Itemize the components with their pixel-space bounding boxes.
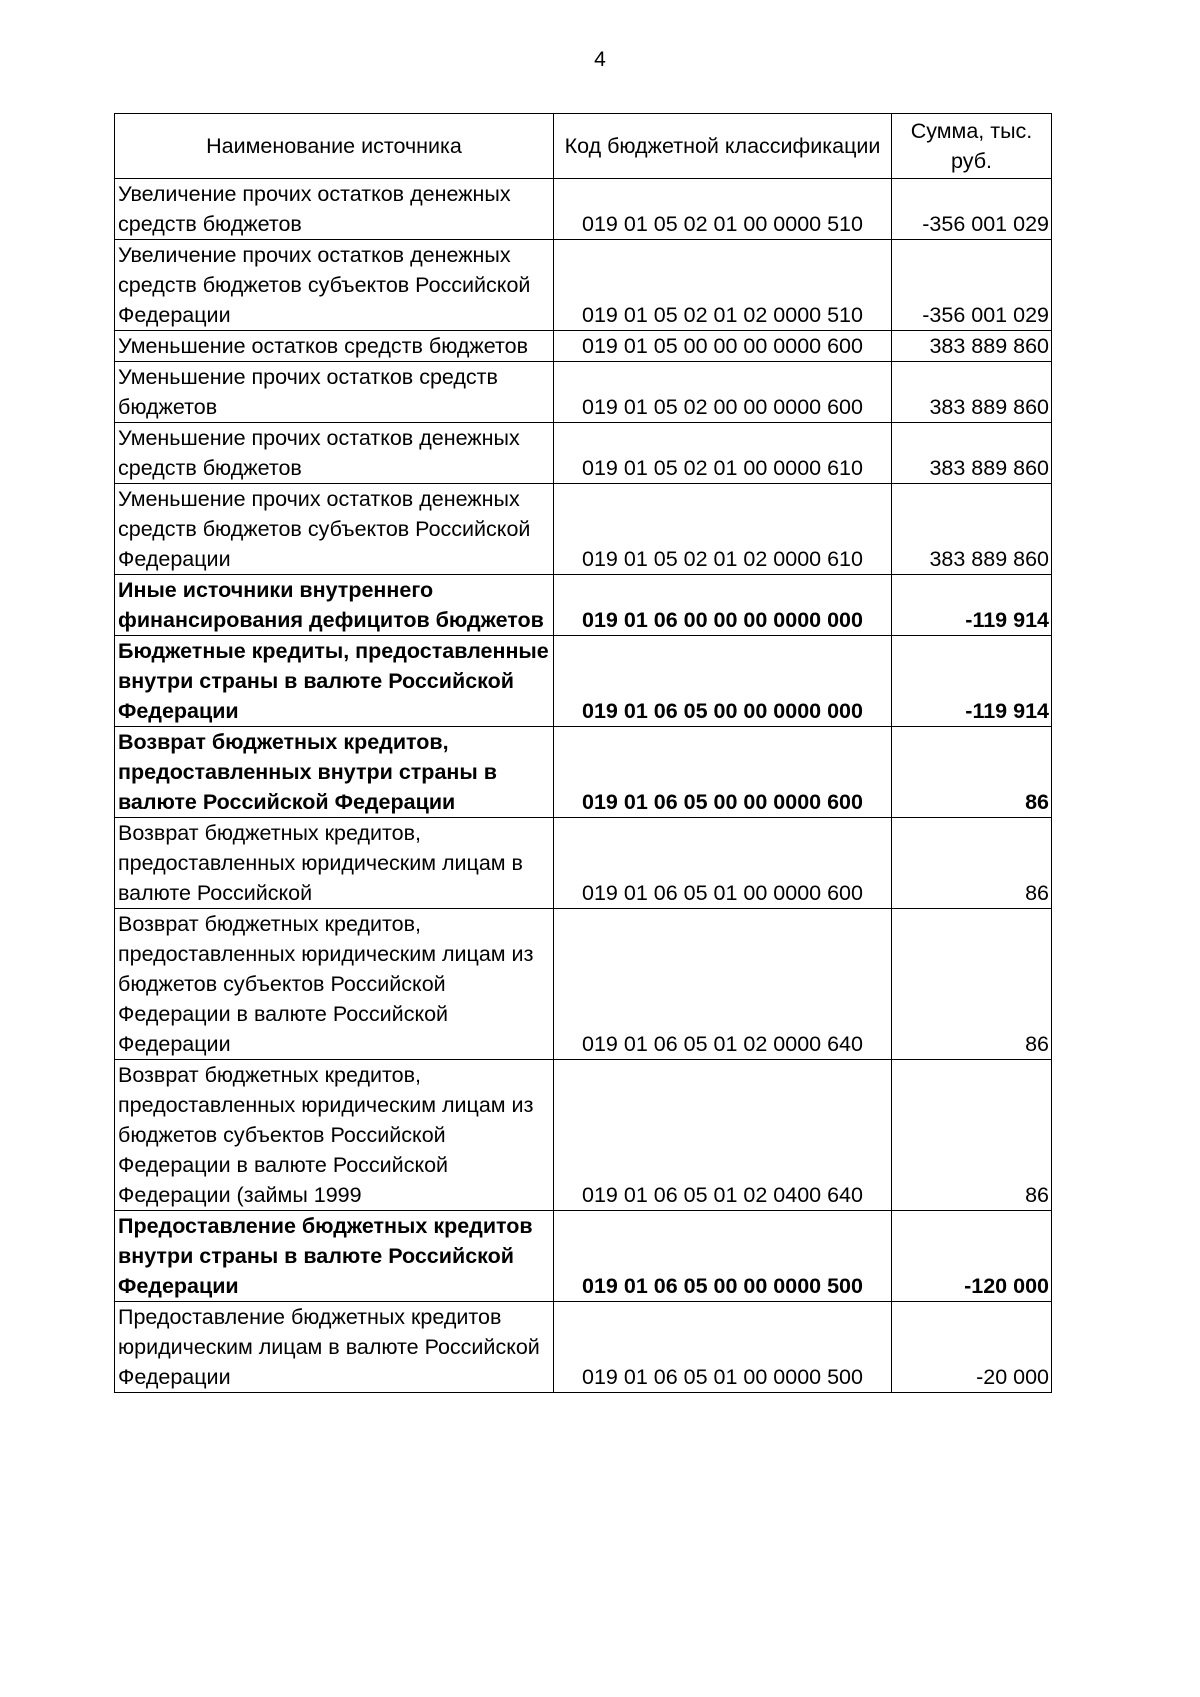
row-amount: 383 889 860 xyxy=(892,362,1052,423)
row-amount: 383 889 860 xyxy=(892,331,1052,362)
table-row xyxy=(115,1060,1052,1211)
row-amount: 86 xyxy=(892,909,1052,1060)
row-source-name: Уменьшение прочих остатков средств бюджетов xyxy=(115,362,554,423)
row-source-name: Уменьшение прочих остатков денежных средств бюджетов субъектов Российской Федерации xyxy=(115,484,554,575)
row-budget-code: 019 01 05 02 01 00 0000 610 xyxy=(554,423,892,484)
row-source-name: Предоставление бюджетных кредитов внутри страны в валюте Российской Федерации xyxy=(115,1211,554,1302)
table-row xyxy=(115,179,1052,240)
table-row xyxy=(115,423,1052,484)
row-budget-code: 019 01 05 02 00 00 0000 600 xyxy=(554,362,892,423)
row-source-name: Иные источники внутреннего финансирования дефицитов бюджетов xyxy=(115,575,554,636)
row-amount: 86 xyxy=(892,1060,1052,1211)
table-row xyxy=(115,818,1052,909)
row-amount: -120 000 xyxy=(892,1211,1052,1302)
row-amount: -356 001 029 xyxy=(892,240,1052,331)
table-row xyxy=(115,362,1052,423)
table-row xyxy=(115,1211,1052,1302)
row-source-name: Возврат бюджетных кредитов, предоставленных юридическим лицам в валюте Российской xyxy=(115,818,554,909)
row-budget-code: 019 01 05 02 01 00 0000 510 xyxy=(554,179,892,240)
row-amount: 86 xyxy=(892,818,1052,909)
row-amount: -356 001 029 xyxy=(892,179,1052,240)
row-budget-code: 019 01 05 02 01 02 0000 610 xyxy=(554,484,892,575)
row-budget-code: 019 01 06 05 01 02 0400 640 xyxy=(554,1060,892,1211)
page-number: 4 xyxy=(594,48,606,71)
row-source-name: Бюджетные кредиты, предоставленные внутри страны в валюте Российской Федерации xyxy=(115,636,554,727)
header-amount: Сумма, тыс. руб. xyxy=(892,114,1052,179)
table-row xyxy=(115,727,1052,818)
table-row xyxy=(115,1302,1052,1393)
header-budget-code: Код бюджетной классификации xyxy=(554,114,892,179)
table-body xyxy=(115,179,1052,1393)
row-budget-code: 019 01 06 05 00 00 0000 000 xyxy=(554,636,892,727)
row-budget-code: 019 01 06 05 01 00 0000 600 xyxy=(554,818,892,909)
row-budget-code: 019 01 06 05 00 00 0000 500 xyxy=(554,1211,892,1302)
table-header-row xyxy=(115,114,1052,179)
table-row xyxy=(115,484,1052,575)
row-amount: 86 xyxy=(892,727,1052,818)
row-amount: 383 889 860 xyxy=(892,423,1052,484)
table-row xyxy=(115,636,1052,727)
row-source-name: Возврат бюджетных кредитов, предоставленных внутри страны в валюте Российской Федерации xyxy=(115,727,554,818)
budget-sources-table xyxy=(114,113,1052,1393)
row-source-name: Предоставление бюджетных кредитов юридическим лицам в валюте Российской Федерации xyxy=(115,1302,554,1393)
row-source-name: Уменьшение остатков средств бюджетов xyxy=(115,331,554,362)
row-budget-code: 019 01 05 02 01 02 0000 510 xyxy=(554,240,892,331)
row-amount: -119 914 xyxy=(892,575,1052,636)
table-row xyxy=(115,240,1052,331)
row-source-name: Уменьшение прочих остатков денежных средств бюджетов xyxy=(115,423,554,484)
row-source-name: Увеличение прочих остатков денежных средств бюджетов субъектов Российской Федерации xyxy=(115,240,554,331)
row-amount: -119 914 xyxy=(892,636,1052,727)
row-budget-code: 019 01 06 00 00 00 0000 000 xyxy=(554,575,892,636)
row-source-name: Возврат бюджетных кредитов, предоставленных юридическим лицам из бюджетов субъектов Российской Федерации в валюте Российской Федерации xyxy=(115,909,554,1060)
row-amount: -20 000 xyxy=(892,1302,1052,1393)
row-budget-code: 019 01 06 05 01 00 0000 500 xyxy=(554,1302,892,1393)
row-budget-code: 019 01 06 05 01 02 0000 640 xyxy=(554,909,892,1060)
table-row xyxy=(115,909,1052,1060)
header-source-name: Наименование источника xyxy=(115,114,554,179)
table-row xyxy=(115,575,1052,636)
table-row xyxy=(115,331,1052,362)
row-source-name: Возврат бюджетных кредитов, предоставленных юридическим лицам из бюджетов субъектов Российской Федерации в валюте Российской Федерации (займы 1999 xyxy=(115,1060,554,1211)
row-budget-code: 019 01 05 00 00 00 0000 600 xyxy=(554,331,892,362)
row-budget-code: 019 01 06 05 00 00 0000 600 xyxy=(554,727,892,818)
row-amount: 383 889 860 xyxy=(892,484,1052,575)
row-source-name: Увеличение прочих остатков денежных средств бюджетов xyxy=(115,179,554,240)
